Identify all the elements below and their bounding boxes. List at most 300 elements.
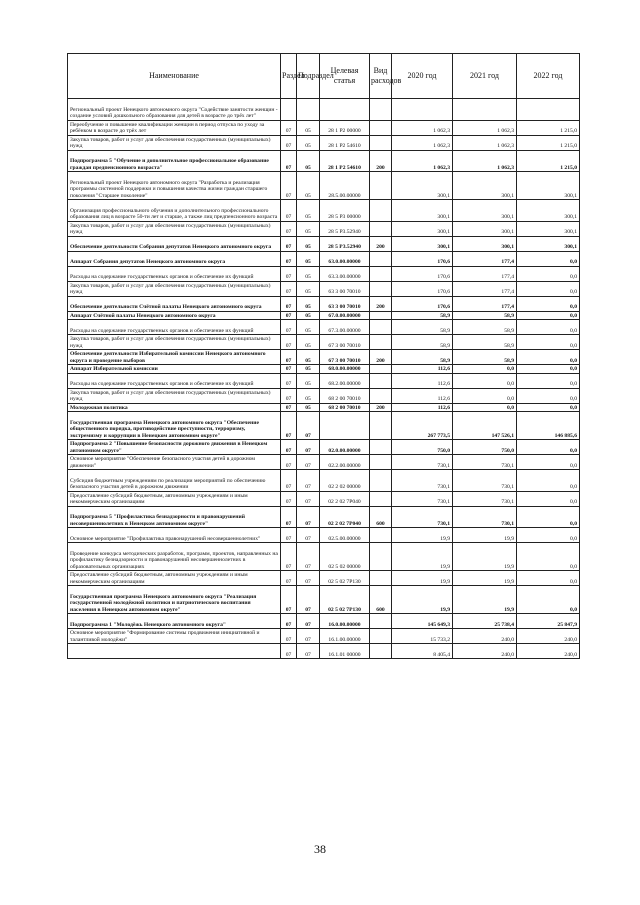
cell-name: Основное мероприятие "Профилактика правонарушений несовершеннолетних" [68, 528, 281, 543]
cell-name: Закупка товаров, работ и услуг для обеспечения государственных (муниципальных) нужд [68, 388, 281, 403]
cell-section: 07 [281, 543, 297, 571]
cell-name: Расходы на содержание государственных органов и обеспечение их функций [68, 373, 281, 388]
cell-name: Основное мероприятие "Обеспечение безопасного участия детей в дорожном движении" [68, 455, 281, 470]
cell-target-article: 67 3 00 70010 [320, 335, 370, 350]
cell-2020: 170,6 [392, 281, 453, 296]
cell-name: Региональный проект Ненецкого автономного округа "Содействие занятости женщин - создание условий дошкольного образования для детей в возрасте до трёх лет" [68, 99, 281, 121]
cell-2022: 0,0 [517, 350, 580, 365]
table-row [68, 200, 580, 222]
table-row [68, 266, 580, 281]
cell-target-article: 02.0.00.00000 [320, 440, 370, 455]
cell-subsection: 05 [297, 135, 320, 150]
cell-name: Закупка товаров, работ и услуг для обеспечения государственных (муниципальных) нужд [68, 135, 281, 150]
cell-2022: 0,0 [517, 373, 580, 388]
cell-2021: 19,9 [453, 571, 517, 586]
cell-section: 07 [281, 320, 297, 335]
cell-name: Основное мероприятие "Формирование системы продвижения инициативной и талантливой молодёжи" [68, 629, 281, 644]
cell-2020: 730,1 [392, 455, 453, 470]
cell-section: 07 [281, 150, 297, 172]
cell-2020: 58,9 [392, 311, 453, 320]
cell-2022: 0,0 [517, 543, 580, 571]
cell-expense-type: 600 [370, 506, 392, 528]
cell-2021: 147 526,1 [453, 412, 517, 440]
cell-section: 07 [281, 528, 297, 543]
cell-name [68, 644, 281, 659]
cell-2021: 177,4 [453, 281, 517, 296]
cell-section: 07 [281, 365, 297, 374]
cell-section: 07 [281, 335, 297, 350]
cell-2020: 58,9 [392, 320, 453, 335]
cell-2022: 0,0 [517, 251, 580, 266]
cell-2021: 0,0 [453, 388, 517, 403]
table-body [68, 99, 580, 659]
header-expense-type: Вид расходов [370, 54, 392, 99]
cell-subsection: 05 [297, 120, 320, 135]
cell-subsection: 07 [297, 543, 320, 571]
cell-expense-type [370, 629, 392, 644]
cell-subsection: 05 [297, 365, 320, 374]
cell-subsection: 05 [297, 311, 320, 320]
cell-target-article: 28.5.00.00000 [320, 172, 370, 200]
cell-subsection: 05 [297, 281, 320, 296]
cell-section: 07 [281, 373, 297, 388]
table-row [68, 365, 580, 374]
table-row [68, 571, 580, 586]
cell-2022: 0,0 [517, 311, 580, 320]
cell-expense-type [370, 543, 392, 571]
cell-subsection [297, 99, 320, 121]
cell-2020: 19,9 [392, 571, 453, 586]
cell-2020: 300,1 [392, 221, 453, 236]
table-row [68, 335, 580, 350]
cell-2021: 25 738,4 [453, 614, 517, 629]
cell-2021: 19,9 [453, 586, 517, 614]
cell-subsection: 05 [297, 172, 320, 200]
cell-2021: 58,9 [453, 320, 517, 335]
cell-target-article: 67 3 00 70010 [320, 350, 370, 365]
budget-table [67, 53, 580, 659]
cell-2021: 177,4 [453, 251, 517, 266]
cell-name: Субсидия бюджетным учреждениям по реализации мероприятий по обеспечению безопасного участия детей в дорожном движении [68, 470, 281, 492]
cell-2022: 1 215,0 [517, 135, 580, 150]
cell-expense-type: 200 [370, 350, 392, 365]
cell-2021: 177,4 [453, 296, 517, 311]
cell-2020: 112,6 [392, 403, 453, 412]
cell-section: 07 [281, 586, 297, 614]
table-row [68, 296, 580, 311]
cell-expense-type [370, 528, 392, 543]
cell-name: Расходы на содержание государственных органов и обеспечение их функций [68, 266, 281, 281]
cell-2020: 1 062,3 [392, 135, 453, 150]
cell-2021: 300,1 [453, 172, 517, 200]
cell-target-article: 63 3 00 70010 [320, 281, 370, 296]
cell-2020: 112,6 [392, 388, 453, 403]
cell-2021: 730,1 [453, 455, 517, 470]
cell-2022: 0,0 [517, 403, 580, 412]
cell-expense-type [370, 251, 392, 266]
cell-subsection: 07 [297, 614, 320, 629]
cell-expense-type [370, 491, 392, 506]
cell-section: 07 [281, 281, 297, 296]
cell-2021: 58,9 [453, 335, 517, 350]
cell-2020: 58,9 [392, 335, 453, 350]
cell-2020: 730,1 [392, 506, 453, 528]
cell-expense-type [370, 200, 392, 222]
cell-target-article: 67.3.00.00000 [320, 320, 370, 335]
cell-2022: 0,0 [517, 455, 580, 470]
cell-subsection: 07 [297, 629, 320, 644]
table-row [68, 412, 580, 440]
header-subsection: Подраздел [297, 54, 320, 99]
cell-section: 07 [281, 455, 297, 470]
cell-subsection: 07 [297, 470, 320, 492]
cell-target-article: 63.0.00.00000 [320, 251, 370, 266]
cell-name: Государственная программа Ненецкого автономного округа "Реализация государственной молодёжной политики и патриотического воспитания населения в Ненецком автономном округе" [68, 586, 281, 614]
table-row [68, 470, 580, 492]
table-row [68, 455, 580, 470]
cell-expense-type [370, 614, 392, 629]
cell-name: Переобучение и повышение квалификации женщин в период отпуска по уходу за ребёнком в возрасте до трёх лет [68, 120, 281, 135]
cell-target-article: 02 2 02 7P040 [320, 491, 370, 506]
cell-2022: 0,0 [517, 296, 580, 311]
cell-2022 [517, 99, 580, 121]
cell-section: 07 [281, 506, 297, 528]
cell-target-article: 28 1 P2 54610 [320, 150, 370, 172]
header-year-2021: 2021 год [453, 54, 517, 99]
cell-name: Обеспечение деятельности Счётной палаты Ненецкого автономного округа [68, 296, 281, 311]
cell-2021: 19,9 [453, 528, 517, 543]
cell-2020: 58,9 [392, 350, 453, 365]
cell-subsection: 05 [297, 200, 320, 222]
cell-section: 07 [281, 491, 297, 506]
cell-section: 07 [281, 221, 297, 236]
header-year-2022: 2022 год [517, 54, 580, 99]
cell-section: 07 [281, 440, 297, 455]
cell-2020: 19,9 [392, 586, 453, 614]
cell-subsection: 07 [297, 455, 320, 470]
cell-2020: 15 733,2 [392, 629, 453, 644]
cell-expense-type: 200 [370, 150, 392, 172]
cell-subsection: 07 [297, 644, 320, 659]
cell-2020: 300,1 [392, 200, 453, 222]
cell-target-article: 28 5 P3.52940 [320, 236, 370, 251]
header-section: Раздел [281, 54, 297, 99]
cell-subsection: 07 [297, 412, 320, 440]
table-row [68, 614, 580, 629]
cell-section: 07 [281, 403, 297, 412]
cell-target-article: 68.2.00.00000 [320, 373, 370, 388]
cell-expense-type [370, 135, 392, 150]
cell-expense-type [370, 571, 392, 586]
table-row [68, 373, 580, 388]
table-row [68, 644, 580, 659]
cell-target-article: 16.1.00.00000 [320, 629, 370, 644]
cell-name: Подпрограмма 2 "Повышение безопасности дорожного движения в Ненецком автономном округе" [68, 440, 281, 455]
cell-2022: 1 215,0 [517, 120, 580, 135]
cell-target-article: 63 3 00 70010 [320, 296, 370, 311]
cell-target-article [320, 412, 370, 440]
cell-2021 [453, 99, 517, 121]
cell-2020 [392, 99, 453, 121]
table-row [68, 586, 580, 614]
cell-2022: 0,0 [517, 335, 580, 350]
cell-expense-type: 600 [370, 586, 392, 614]
cell-target-article: 02 2 02 00000 [320, 470, 370, 492]
table-row [68, 440, 580, 455]
cell-2022: 0,0 [517, 440, 580, 455]
cell-2021: 177,4 [453, 266, 517, 281]
cell-2022: 0,0 [517, 470, 580, 492]
cell-2022: 300,1 [517, 200, 580, 222]
cell-subsection: 05 [297, 320, 320, 335]
cell-target-article: 63.3.00.00000 [320, 266, 370, 281]
cell-2020: 170,6 [392, 251, 453, 266]
cell-expense-type [370, 455, 392, 470]
table-row [68, 135, 580, 150]
table-row [68, 99, 580, 121]
cell-expense-type [370, 120, 392, 135]
cell-subsection: 07 [297, 440, 320, 455]
cell-2021: 730,1 [453, 470, 517, 492]
cell-2022: 0,0 [517, 506, 580, 528]
cell-target-article: 02.2.00.00000 [320, 455, 370, 470]
table-row [68, 251, 580, 266]
header-name: Наименование [68, 54, 281, 99]
cell-2021: 730,1 [453, 491, 517, 506]
cell-2022: 0,0 [517, 320, 580, 335]
cell-name: Аппарат Собрания депутатов Ненецкого автономного округа [68, 251, 281, 266]
cell-expense-type [370, 266, 392, 281]
cell-expense-type [370, 440, 392, 455]
cell-2020: 170,6 [392, 266, 453, 281]
cell-section: 07 [281, 644, 297, 659]
cell-subsection: 07 [297, 506, 320, 528]
cell-name: Аппарат Счётной палаты Ненецкого автономного округа [68, 311, 281, 320]
table-row [68, 350, 580, 365]
cell-2022: 146 885,6 [517, 412, 580, 440]
cell-name: Молодежная политика [68, 403, 281, 412]
cell-section: 07 [281, 251, 297, 266]
cell-name: Аппарат Избирательной комиссии [68, 365, 281, 374]
table-row [68, 150, 580, 172]
cell-section: 07 [281, 135, 297, 150]
cell-2022: 300,1 [517, 172, 580, 200]
cell-section: 07 [281, 266, 297, 281]
cell-expense-type [370, 320, 392, 335]
table-row [68, 281, 580, 296]
cell-expense-type [370, 412, 392, 440]
cell-2021: 19,9 [453, 543, 517, 571]
cell-section: 07 [281, 350, 297, 365]
cell-name: Закупка товаров, работ и услуг для обеспечения государственных (муниципальных) нужд [68, 281, 281, 296]
cell-name: Подпрограмма 5 "Профилактика безнадзорности и правонарушений несовершеннолетних в Ненецком автономном округе" [68, 506, 281, 528]
cell-subsection: 05 [297, 350, 320, 365]
cell-name: Подпрограмма 1 "Молодёжь Ненецкого автономного округа" [68, 614, 281, 629]
cell-target-article: 02 5 02 7P130 [320, 586, 370, 614]
cell-section [281, 99, 297, 121]
cell-expense-type [370, 281, 392, 296]
cell-section: 07 [281, 614, 297, 629]
cell-2020: 112,6 [392, 373, 453, 388]
table-row [68, 120, 580, 135]
cell-expense-type [370, 644, 392, 659]
cell-subsection: 05 [297, 251, 320, 266]
page-number: 38 [314, 842, 326, 856]
cell-2020: 730,1 [392, 491, 453, 506]
cell-name: Предоставление субсидий бюджетным, автономным учреждениям и иным некоммерческим организациям [68, 491, 281, 506]
cell-2021: 730,1 [453, 506, 517, 528]
table-row [68, 506, 580, 528]
cell-target-article: 67.0.00.00000 [320, 311, 370, 320]
cell-target-article: 02 5 02 7P130 [320, 571, 370, 586]
cell-subsection: 07 [297, 571, 320, 586]
cell-2020: 300,1 [392, 236, 453, 251]
cell-section: 07 [281, 172, 297, 200]
cell-2022: 0,0 [517, 365, 580, 374]
table-row [68, 491, 580, 506]
table-row [68, 403, 580, 412]
cell-section: 07 [281, 311, 297, 320]
cell-2020: 750,0 [392, 440, 453, 455]
cell-expense-type [370, 365, 392, 374]
cell-name: Региональный проект Ненецкого автономного округа "Разработка и реализация программы системной поддержки и повышения качества жизни граждан старшего поколения "Старшее поколение" [68, 172, 281, 200]
cell-2022: 0,0 [517, 388, 580, 403]
cell-subsection: 05 [297, 388, 320, 403]
cell-2022: 0,0 [517, 528, 580, 543]
table-row [68, 388, 580, 403]
cell-target-article: 28 5 P3.52940 [320, 221, 370, 236]
cell-2020: 1 062,3 [392, 120, 453, 135]
cell-2021: 300,1 [453, 200, 517, 222]
cell-target-article: 02 5 02 00000 [320, 543, 370, 571]
cell-2020: 267 773,5 [392, 412, 453, 440]
cell-section: 07 [281, 120, 297, 135]
cell-expense-type: 200 [370, 296, 392, 311]
cell-2020: 8 405,4 [392, 644, 453, 659]
cell-subsection: 07 [297, 586, 320, 614]
cell-target-article: 68 2 00 70010 [320, 388, 370, 403]
cell-name: Обеспечение деятельности Избирательной комиссии Ненецкого автономного округа и проведение выборов [68, 350, 281, 365]
cell-expense-type [370, 221, 392, 236]
cell-expense-type [370, 335, 392, 350]
cell-subsection: 05 [297, 335, 320, 350]
cell-target-article: 28 1 P2 54610 [320, 135, 370, 150]
cell-subsection: 05 [297, 221, 320, 236]
cell-2022: 1 215,0 [517, 150, 580, 172]
cell-section: 07 [281, 470, 297, 492]
cell-2021: 0,0 [453, 403, 517, 412]
cell-2022: 240,0 [517, 644, 580, 659]
cell-name: Организация профессионального обучения и дополнительного профессионального образования лиц в возрасте 50-ти лет и старше, а также лиц предпенсионного возраста [68, 200, 281, 222]
cell-2022: 300,1 [517, 236, 580, 251]
cell-2020: 19,9 [392, 543, 453, 571]
cell-subsection: 05 [297, 373, 320, 388]
table-row [68, 221, 580, 236]
cell-expense-type: 200 [370, 403, 392, 412]
cell-subsection: 05 [297, 296, 320, 311]
cell-2021: 0,0 [453, 365, 517, 374]
cell-2022: 300,1 [517, 221, 580, 236]
cell-2022: 0,0 [517, 266, 580, 281]
header-target-article: Целевая статья [320, 54, 370, 99]
cell-2020: 730,1 [392, 470, 453, 492]
cell-expense-type [370, 373, 392, 388]
cell-2020: 170,6 [392, 296, 453, 311]
table-row [68, 320, 580, 335]
cell-name: Подпрограмма 5 "Обучение и дополнительное профессиональное образование граждан предпенсионного возраста" [68, 150, 281, 172]
cell-subsection: 05 [297, 150, 320, 172]
cell-subsection: 07 [297, 491, 320, 506]
table-row [68, 528, 580, 543]
cell-2021: 58,9 [453, 350, 517, 365]
cell-target-article: 28 5 P3 00000 [320, 200, 370, 222]
cell-subsection: 07 [297, 528, 320, 543]
cell-target-article: 02 2 02 7P040 [320, 506, 370, 528]
cell-2021: 240,0 [453, 629, 517, 644]
cell-section: 07 [281, 629, 297, 644]
cell-2021: 1 062,3 [453, 120, 517, 135]
cell-2022: 25 847,9 [517, 614, 580, 629]
cell-section: 07 [281, 296, 297, 311]
cell-section: 07 [281, 388, 297, 403]
cell-section: 07 [281, 236, 297, 251]
cell-2020: 1 062,3 [392, 150, 453, 172]
cell-name: Закупка товаров, работ и услуг для обеспечения государственных (муниципальных) нужд [68, 221, 281, 236]
cell-2021: 300,1 [453, 236, 517, 251]
cell-2022: 0,0 [517, 571, 580, 586]
table-row [68, 629, 580, 644]
cell-2021: 58,9 [453, 311, 517, 320]
cell-expense-type [370, 388, 392, 403]
cell-2021: 1 062,3 [453, 135, 517, 150]
cell-expense-type: 200 [370, 236, 392, 251]
cell-2020: 300,1 [392, 172, 453, 200]
table-header-row [68, 54, 580, 99]
cell-expense-type [370, 470, 392, 492]
cell-2020: 145 649,3 [392, 614, 453, 629]
cell-name: Государственная программа Ненецкого автономного округа "Обеспечение общественного порядка, противодействие преступности, терроризму, экстремизму и коррупции в Ненецком автономном округе" [68, 412, 281, 440]
cell-expense-type [370, 99, 392, 121]
cell-name: Расходы на содержание государственных органов и обеспечение их функций [68, 320, 281, 335]
cell-2022: 240,0 [517, 629, 580, 644]
cell-name: Обеспечение деятельности Собрания депутатов Ненецкого автономного округа [68, 236, 281, 251]
cell-2021: 1 062,3 [453, 150, 517, 172]
cell-2021: 750,0 [453, 440, 517, 455]
cell-2022: 0,0 [517, 281, 580, 296]
cell-subsection: 05 [297, 403, 320, 412]
table-row [68, 311, 580, 320]
cell-2021: 300,1 [453, 221, 517, 236]
cell-2021: 0,0 [453, 373, 517, 388]
cell-target-article: 28 1 P2 00000 [320, 120, 370, 135]
cell-target-article: 68.0.00.00000 [320, 365, 370, 374]
cell-expense-type [370, 172, 392, 200]
cell-target-article [320, 99, 370, 121]
cell-expense-type [370, 311, 392, 320]
table-row [68, 236, 580, 251]
cell-2022: 0,0 [517, 491, 580, 506]
cell-name: Проведение конкурса методических разработок, программ, проектов, направленных на профилактику безнадзорности и правонарушений несовершеннолетних в образовательных организациях [68, 543, 281, 571]
cell-name: Предоставление субсидий бюджетным, автономным учреждениям и иным некоммерческим организациям [68, 571, 281, 586]
cell-subsection: 05 [297, 266, 320, 281]
cell-2022: 0,0 [517, 586, 580, 614]
cell-2021: 240,0 [453, 644, 517, 659]
cell-target-article: 02.5.00.00000 [320, 528, 370, 543]
table-row [68, 172, 580, 200]
cell-target-article: 68 2 00 70010 [320, 403, 370, 412]
cell-section: 07 [281, 571, 297, 586]
cell-target-article: 16.0.00.00000 [320, 614, 370, 629]
